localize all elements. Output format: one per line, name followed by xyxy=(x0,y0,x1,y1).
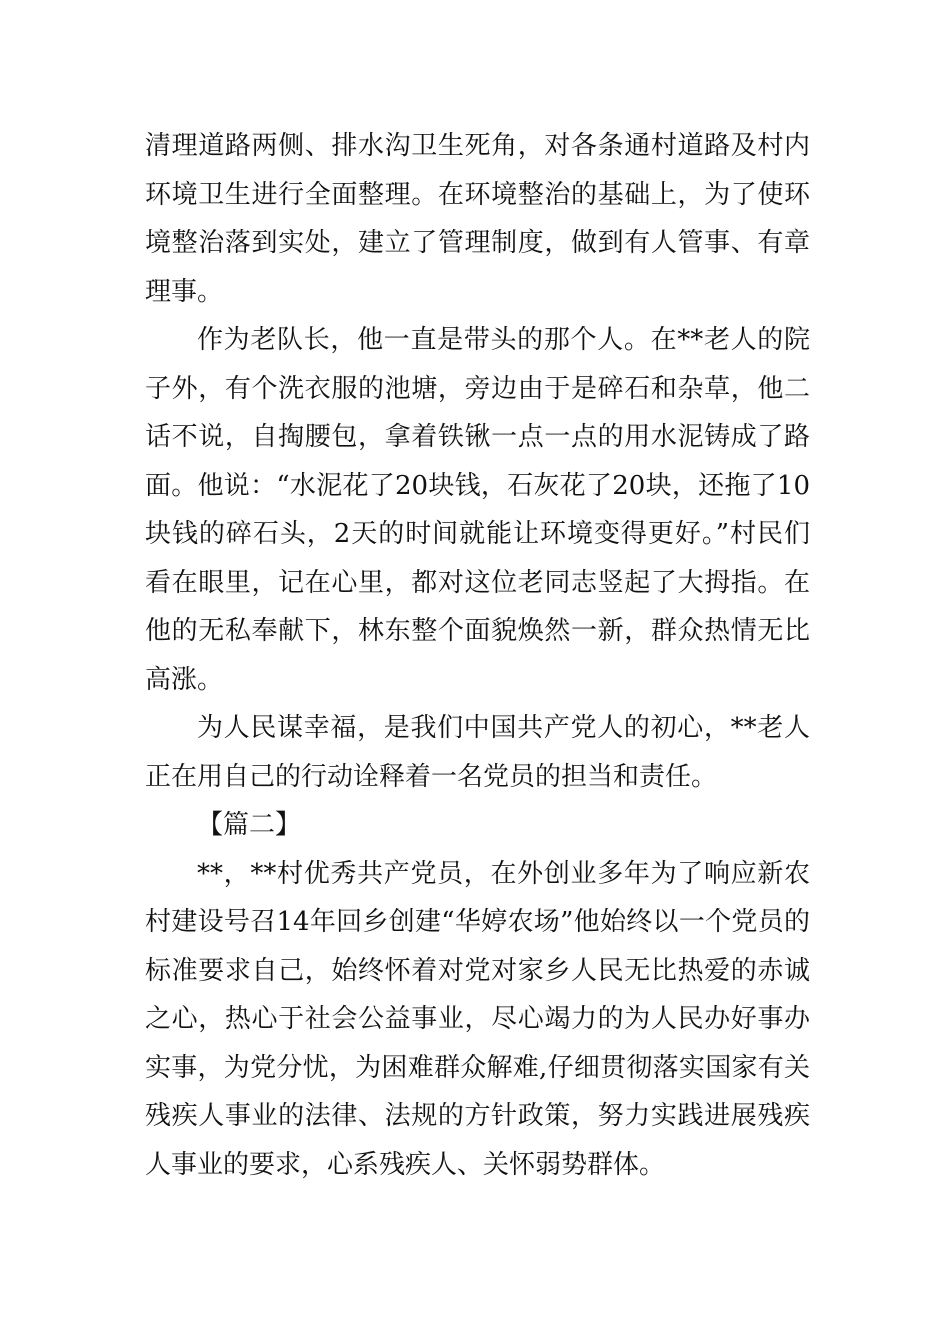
paragraph-continued: 清理道路两侧、排水沟卫生死角，对各条通村道路及村内环境卫生进行全面整理。在环境整治的基础上，为了使环境整治落到实处，建立了管理制度，做到有人管事、有章理事。 xyxy=(145,131,810,307)
section-heading: 【篇二】 xyxy=(197,810,302,840)
paragraph: **，**村优秀共产党员，在外创业多年为了响应新农村建设号召14年回乡创建“华婷农场”他始终以一个党员的标准要求自己，始终怀着对党对家乡人民无比热爱的赤诚之心，热心于社会公益事业，尽心竭力的为人民办好事办实事，为党分忧，为困难群众解难,仔细贯彻落实国家有关残疾人事业的法律、法规的方针政策，努力实践进展残疾人事业的要求，心系残疾人、关怀弱势群体。 xyxy=(145,858,810,1180)
paragraph: 为人民谋幸福，是我们中国共产党人的初心，**老人正在用自己的行动诠释着一名党员的担当和责任。 xyxy=(145,713,810,792)
paragraph: 作为老队长，他一直是带头的那个人。在**老人的院子外，有个洗衣服的池塘，旁边由于是碎石和杂草，他二话不说，自掏腰包，拿着铁锹一点一点的用水泥铸成了路面。他说：“水泥花了20块钱，石灰花了20块，还拖了10块钱的碎石头，2天的时间就能让环境变得更好。”村民们看在眼里，记在心里，都对这位老同志竖起了大拇指。在他的无私奉献下，林东整个面貌焕然一新，群众热情无比高涨。 xyxy=(145,325,810,695)
document-body xyxy=(145,122,810,1189)
